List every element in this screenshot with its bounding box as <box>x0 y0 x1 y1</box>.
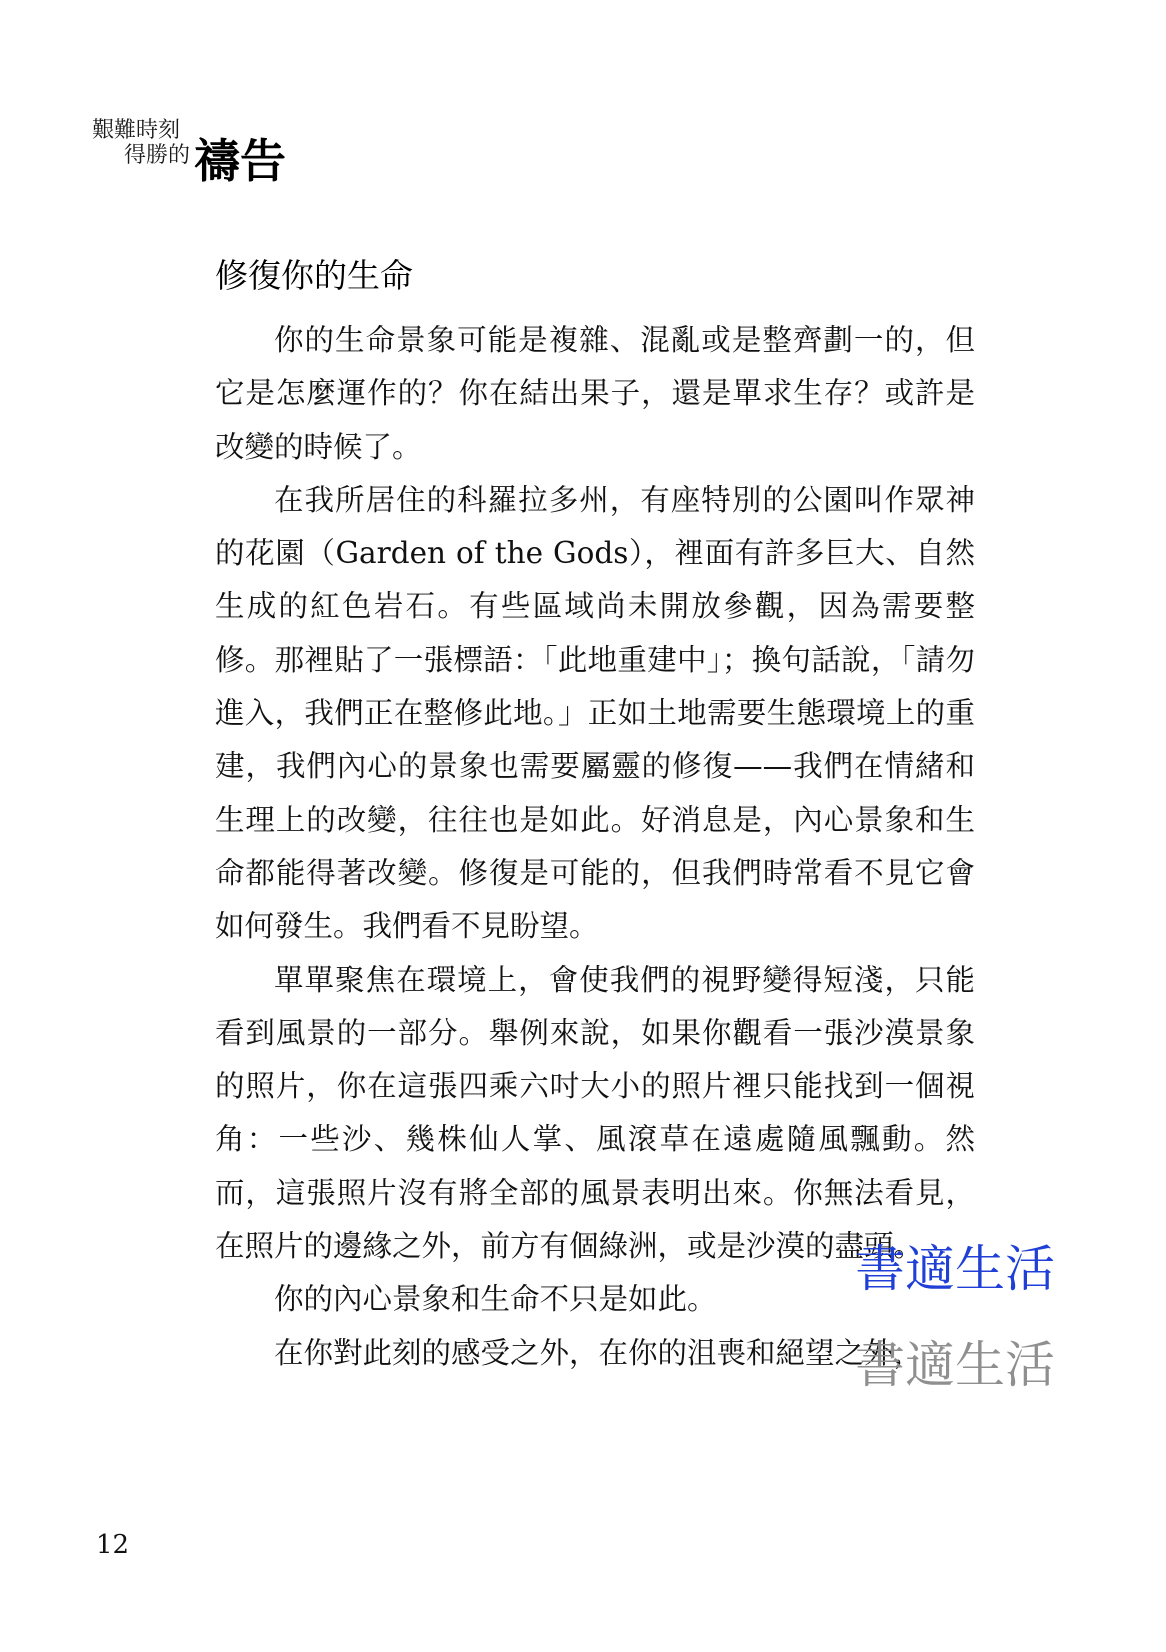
page-number: 12 <box>96 1530 130 1560</box>
paragraph: 單單聚焦在環境上，會使我們的視野變得短淺，只能看到風景的一部分。舉例來說，如果你觀看一張沙漠景象的照片，你在這張四乘六吋大小的照片裡只能找到一個視角：一些沙、幾株仙人掌、風滾草在遠處隨風飄動。然而，這張照片沒有將全部的風景表明出來。你無法看見，在照片的邊緣之外，前方有個綠洲，或是沙漠的盡頭。 <box>215 962 975 1264</box>
header-line-2: 得勝的 <box>124 143 191 168</box>
header-line-1: 艱難時刻 <box>92 118 181 143</box>
paragraph: 在我所居住的科羅拉多州，有座特別的公園叫作眾神的花園（Garden of the Gods），裡面有許多巨大、自然生成的紅色岩石。有些區域尚未開放參觀，因為需要整修。那裡貼了一張標語：「此地重建中」；換句話說，「請勿進入，我們正在整修此地。」正如土地需要生態環境上的重建，我們內心的景象也需要屬靈的修復——我們在情緒和生理上的改變，往往也是如此。好消息是，內心景象和生命都能得著改變。修復是可能的，但我們時常看不見它會如何發生。我們看不見盼望。 <box>215 482 975 944</box>
section-title: 修復你的生命 <box>215 256 413 295</box>
paragraph: 在你對此刻的感受之外，在你的沮喪和絕望之外， <box>274 1335 924 1370</box>
body-text <box>215 314 975 1380</box>
header-book-title: 禱告 <box>194 134 286 188</box>
paragraph: 你的生命景象可能是複雜、混亂或是整齊劃一的，但它是怎麼運作的？你在結出果子，還是單求生存？或許是改變的時候了。 <box>215 323 975 464</box>
paragraph: 你的內心景象和生命不只是如此。 <box>274 1282 717 1317</box>
watermark-gray: 書適生活 <box>855 1336 1055 1394</box>
watermark-blue: 書適生活 <box>855 1240 1055 1298</box>
